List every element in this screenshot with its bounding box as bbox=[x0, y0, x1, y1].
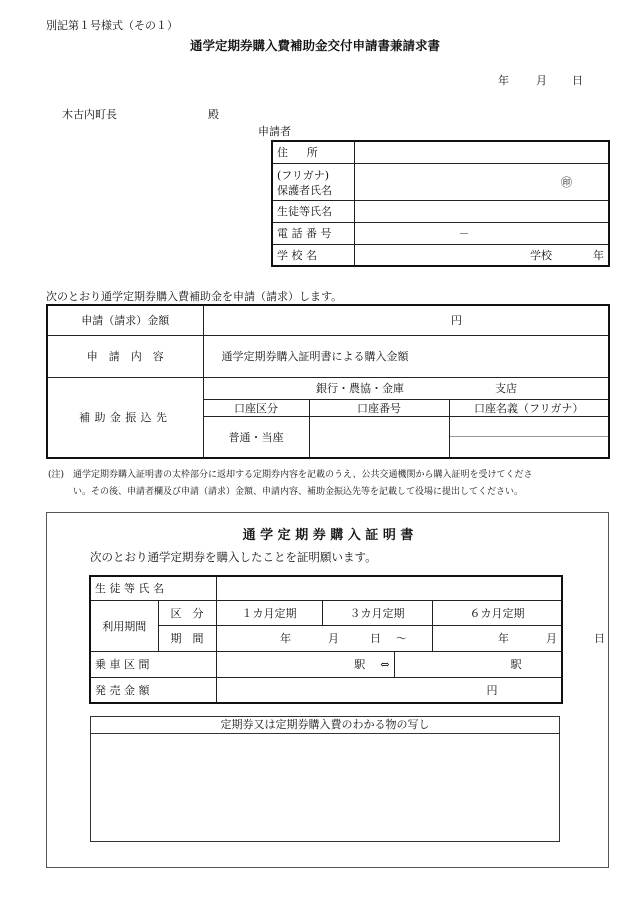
price-label: 発 売 金 額 bbox=[90, 677, 216, 703]
period-label: 利用期間 bbox=[90, 600, 158, 651]
date-month: 月 bbox=[536, 74, 547, 87]
term-start-day: 日 bbox=[370, 632, 381, 645]
student-field[interactable] bbox=[354, 200, 609, 222]
route-from-field[interactable] bbox=[216, 651, 394, 677]
amount-field[interactable] bbox=[203, 305, 609, 335]
account-type-header: 口座区分 bbox=[203, 399, 309, 416]
content-label: 申 請 内 容 bbox=[47, 335, 203, 377]
school-suffix: 学校 bbox=[530, 248, 552, 262]
cert-student-label: 生 徒 等 氏 名 bbox=[90, 576, 216, 600]
note-prefix: (注) bbox=[48, 470, 65, 480]
guardian-label: 保護者氏名 bbox=[277, 183, 332, 197]
bank-label: 銀行・農協・金庫 bbox=[316, 382, 404, 395]
route-from-station: 駅 bbox=[354, 658, 366, 671]
copy-label: 定期券又は定期券購入費のわかる物の写し bbox=[91, 717, 559, 734]
option-3-month[interactable]: ３カ月定期 bbox=[322, 600, 432, 625]
account-number-header: 口座番号 bbox=[309, 399, 449, 416]
applicant-heading: 申請者 bbox=[258, 125, 291, 138]
content-value: 通学定期券購入証明書による購入金額 bbox=[203, 335, 609, 377]
transfer-label: 補助金振込先 bbox=[47, 377, 203, 458]
account-name-header: 口座名義（フリガナ） bbox=[449, 399, 609, 416]
school-label: 学 校 名 bbox=[272, 244, 354, 266]
certificate-table bbox=[89, 575, 605, 704]
seal-mark: ㊞ bbox=[561, 175, 572, 189]
form-title: 通学定期券購入費補助金交付申請書兼請求書 bbox=[189, 38, 440, 53]
term-label: 期 間 bbox=[158, 625, 216, 651]
option-1-month[interactable]: １カ月定期 bbox=[216, 600, 322, 625]
term-end-year: 年 bbox=[498, 632, 509, 645]
term-start-year: 年 bbox=[280, 632, 291, 645]
addressee-name: 木古内町長 bbox=[62, 108, 117, 121]
note-line-1: 通学定期券購入証明書の太枠部分に返却する定期券内容を記載のうえ、公共交通機関から購入証明を受けてくださ bbox=[73, 470, 533, 480]
request-table bbox=[46, 304, 610, 459]
route-to-field[interactable] bbox=[394, 651, 562, 677]
branch-label: 支店 bbox=[495, 382, 517, 395]
route-label: 乗 車 区 間 bbox=[90, 651, 216, 677]
account-name-field[interactable] bbox=[450, 437, 609, 457]
account-name-furigana-field[interactable] bbox=[450, 417, 609, 437]
copy-attachment-area[interactable] bbox=[90, 716, 560, 842]
school-field[interactable] bbox=[354, 244, 609, 266]
phone-label: 電 話 番 号 bbox=[272, 222, 354, 244]
student-label: 生徒等氏名 bbox=[272, 200, 354, 222]
route-arrow: ⇔ bbox=[380, 658, 390, 671]
term-start-month: 月 bbox=[328, 632, 339, 645]
addressee-honorific: 殿 bbox=[208, 108, 219, 121]
address-label: 住 所 bbox=[272, 141, 354, 163]
address-field[interactable] bbox=[354, 141, 609, 163]
bank-row[interactable] bbox=[203, 377, 609, 399]
term-start-field[interactable] bbox=[216, 625, 432, 651]
route-to-station: 駅 bbox=[510, 658, 522, 671]
type-label: 区 分 bbox=[158, 600, 216, 625]
amount-label: 申請（請求）金額 bbox=[47, 305, 203, 335]
grade-suffix: 年 bbox=[593, 248, 604, 262]
amount-yen: 円 bbox=[451, 314, 463, 328]
applicant-table bbox=[271, 140, 610, 267]
furigana-label: (フリガナ) bbox=[277, 168, 330, 182]
date-year: 年 bbox=[498, 74, 509, 87]
phone-field[interactable] bbox=[354, 222, 609, 244]
cert-student-field[interactable] bbox=[216, 576, 562, 600]
phone-dash: － bbox=[458, 227, 470, 240]
term-end-month: 月 bbox=[546, 632, 557, 645]
term-end-day: 日 bbox=[594, 632, 605, 645]
form-number: 別記第１号様式（その１） bbox=[46, 19, 178, 32]
guardian-field[interactable] bbox=[354, 163, 609, 200]
certificate-title: 通 学 定 期 券 購 入 証 明 書 bbox=[242, 528, 414, 543]
request-sentence: 次のとおり通学定期券購入費補助金を申請（請求）します。 bbox=[46, 290, 343, 303]
price-yen: 円 bbox=[486, 683, 498, 697]
note-line-2: い。その後、申請者欄及び申請（請求）金額、申請内容、補助金振込先等を記載して役場に提出してください。 bbox=[73, 487, 524, 497]
date-day: 日 bbox=[572, 74, 583, 87]
account-name-cell[interactable] bbox=[449, 416, 609, 458]
term-end-field[interactable] bbox=[432, 625, 605, 651]
account-number-field[interactable] bbox=[309, 416, 449, 458]
guardian-label-cell bbox=[272, 163, 354, 200]
account-type-value[interactable]: 普通・当座 bbox=[203, 416, 309, 458]
term-tilde: ～ bbox=[396, 632, 407, 645]
option-6-month[interactable]: ６カ月定期 bbox=[432, 600, 562, 625]
certificate-intro: 次のとおり通学定期券を購入したことを証明願います。 bbox=[90, 550, 377, 564]
price-field[interactable] bbox=[216, 677, 562, 703]
